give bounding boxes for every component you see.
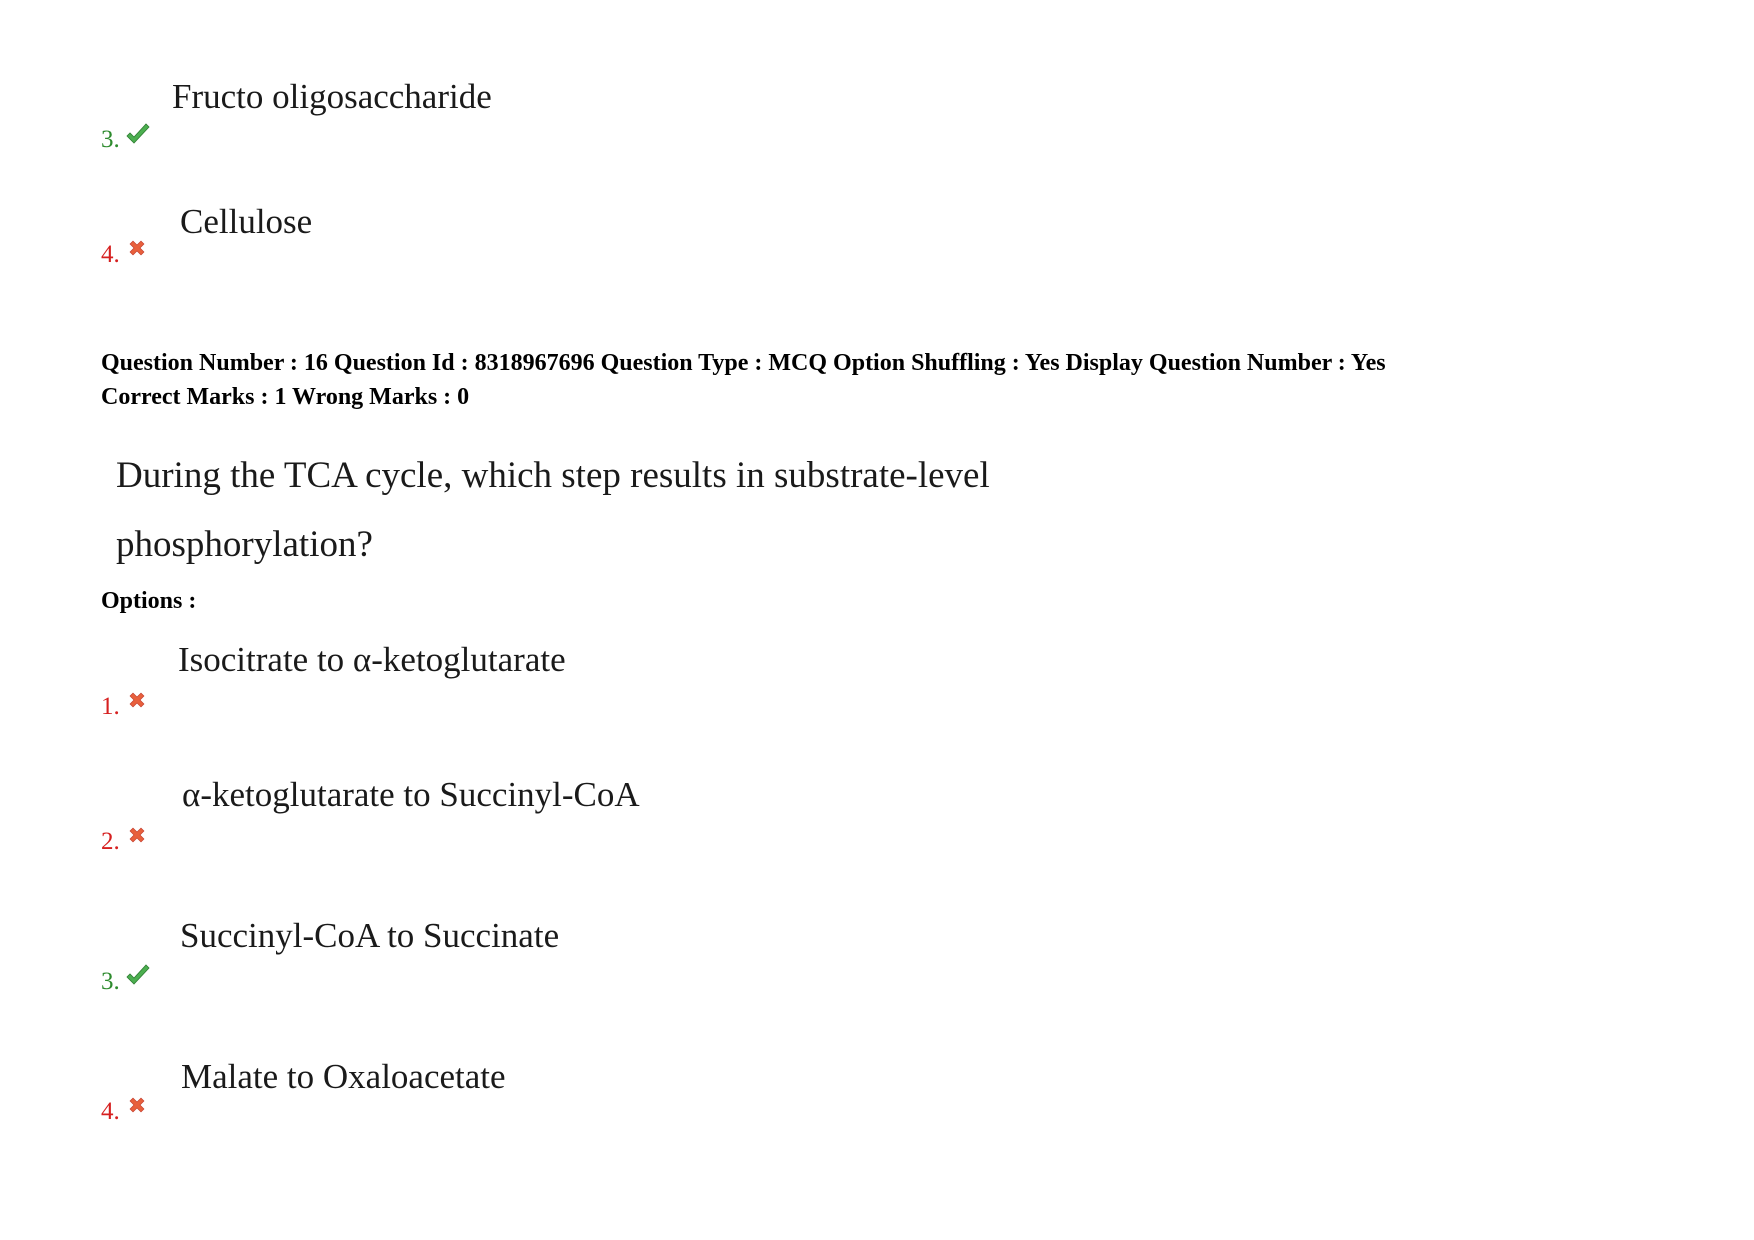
option-text: α-ketoglutarate to Succinyl-CoA xyxy=(182,775,640,814)
option-text: Malate to Oxaloacetate xyxy=(181,1057,506,1096)
option-text: Isocitrate to α-ketoglutarate xyxy=(178,640,566,679)
question-text-line2: phosphorylation? xyxy=(116,524,373,565)
cross-icon xyxy=(127,238,147,258)
cross-icon xyxy=(127,690,147,710)
options-label: Options : xyxy=(101,588,197,614)
cross-icon xyxy=(127,825,147,845)
option-number: 2. xyxy=(101,828,120,855)
question-meta-line2: Correct Marks : 1 Wrong Marks : 0 xyxy=(101,384,470,410)
option-number: 3. xyxy=(101,968,120,995)
cross-icon xyxy=(127,1095,147,1115)
option-number: 4. xyxy=(101,241,120,268)
option-number: 1. xyxy=(101,693,120,720)
question-meta-line1: Question Number : 16 Question Id : 8318967696 Question Type : MCQ Option Shuffling : Yes Display Question Number : Yes xyxy=(101,350,1386,376)
check-icon xyxy=(125,122,151,148)
option-number: 3. xyxy=(101,126,120,153)
check-icon xyxy=(125,963,151,989)
option-text: Succinyl-CoA to Succinate xyxy=(180,916,560,955)
question-text-line1: During the TCA cycle, which step results in substrate-level xyxy=(116,455,990,496)
option-number: 4. xyxy=(101,1098,120,1125)
option-text: Cellulose xyxy=(180,202,313,241)
option-text: Fructo oligosaccharide xyxy=(172,77,492,116)
